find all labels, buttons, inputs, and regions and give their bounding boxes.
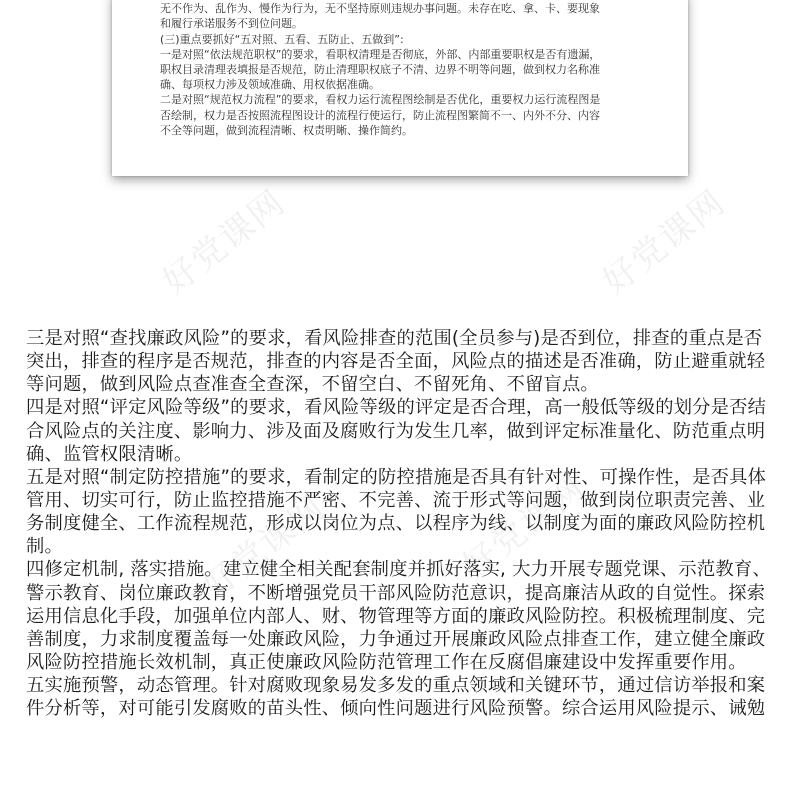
- body-line: 管用、切实可行，防止监控措施不严密、不完善、流于形式等问题，做到岗位职责完善、业: [26, 489, 766, 511]
- document-preview-card: [112, 0, 688, 176]
- preview-line: 不全等问题，做到流程清晰、权责明晰、操作简约。: [160, 123, 413, 137]
- watermark-text: 好党课网: [455, 467, 594, 588]
- preview-line: 否绘制，权力是否按照流程图设计的流程行使运行，防止流程图繁简不一、内外不分、内容: [160, 108, 600, 122]
- body-line: 三是对照“查找廉政风险”的要求，看风险排查的范围(全员参与)是否到位，排查的重点是否: [26, 328, 763, 349]
- document-body: [26, 327, 786, 720]
- body-line: 四修定机制, 落实措施。建立健全相关配套制度并抓好落实, 大力开展专题党课、示范教育、: [26, 559, 771, 581]
- body-line: 风险防控措施长效机制，真正使廉政风险防范管理工作在反腐倡廉建设中发挥重要作用。: [26, 651, 747, 673]
- body-line: 件分析等，对可能引发腐败的苗头性、倾向性问题进行风险预警。综合运用风险提示、诫勉: [26, 698, 766, 720]
- body-line: 四是对照“评定风险等级”的要求，看风险等级的评定是否合理，高一般低等级的划分是否结: [26, 397, 767, 419]
- preview-line: 和履行承诺服务不到位问题。: [160, 17, 303, 31]
- preview-line: 无不作为、乱作为、慢作为行为，无不坚持原则违规办事问题。未存在吃、拿、卡、要现象: [160, 2, 600, 16]
- body-line: 五是对照“制定防控措施”的要求，看制定的防控措施是否具有针对性、可操作性，是否具体: [26, 466, 767, 488]
- body-line: 确、监管权限清晰。: [26, 443, 193, 465]
- preview-line: 一是对照“依法规范职权”的要求，看职权清理是否彻底，外部、内部重要职权是否有遗漏，: [160, 47, 601, 61]
- body-line: 运用信息化手段，加强单位内部人、财、物管理等方面的廉政风险防控。积极梳理制度、完: [26, 605, 766, 627]
- watermark-text: 好党课网: [595, 182, 734, 303]
- preview-line: 确、每项权力涉及领域准确、用权依据准确。: [160, 78, 380, 92]
- body-line: 警示教育、岗位廉政教育，不断增强党员干部风险防范意识，提高廉洁从政的自觉性。探索: [26, 582, 766, 604]
- watermark-text: 好党课网: [195, 487, 334, 608]
- body-line: 务制度健全、工作流程规范，形成以岗位为点、以程序为线、以制度为面的廉政风险防控机: [26, 513, 766, 535]
- body-line: 制。: [26, 536, 63, 558]
- watermark-text: 好党课网: [155, 182, 294, 303]
- body-line: 五实施预警，动态管理。针对腐败现象易发多发的重点领域和关键环节，通过信访举报和案: [26, 675, 766, 697]
- preview-line: 职权目录清理表填报是否规范，防止清理职权底子不清、边界不明等问题，做到权力名称准: [160, 63, 600, 77]
- body-line: 突出，排查的程序是否规范，排查的内容是否全面，风险点的描述是否准确，防止避重就轻: [26, 351, 766, 373]
- preview-line: (三)重点要抓好“五对照、五看、五防止、五做到”:: [160, 32, 404, 46]
- body-line: 善制度，力求制度覆盖每一处廉政风险，力争通过开展廉政风险点排查工作，建立健全廉政: [26, 628, 766, 650]
- body-line: 等问题，做到风险点查准查全查深，不留空白、不留死角、不留盲点。: [26, 374, 599, 396]
- preview-line: 二是对照“规范权力流程”的要求，看权力运行流程图绘制是否优化，重要权力运行流程图是: [160, 93, 601, 107]
- preview-text-block: [160, 0, 660, 138]
- body-line: 合风险点的关注度、影响力、涉及面及腐败行为发生几率，做到评定标准量化、防范重点明: [26, 420, 766, 442]
